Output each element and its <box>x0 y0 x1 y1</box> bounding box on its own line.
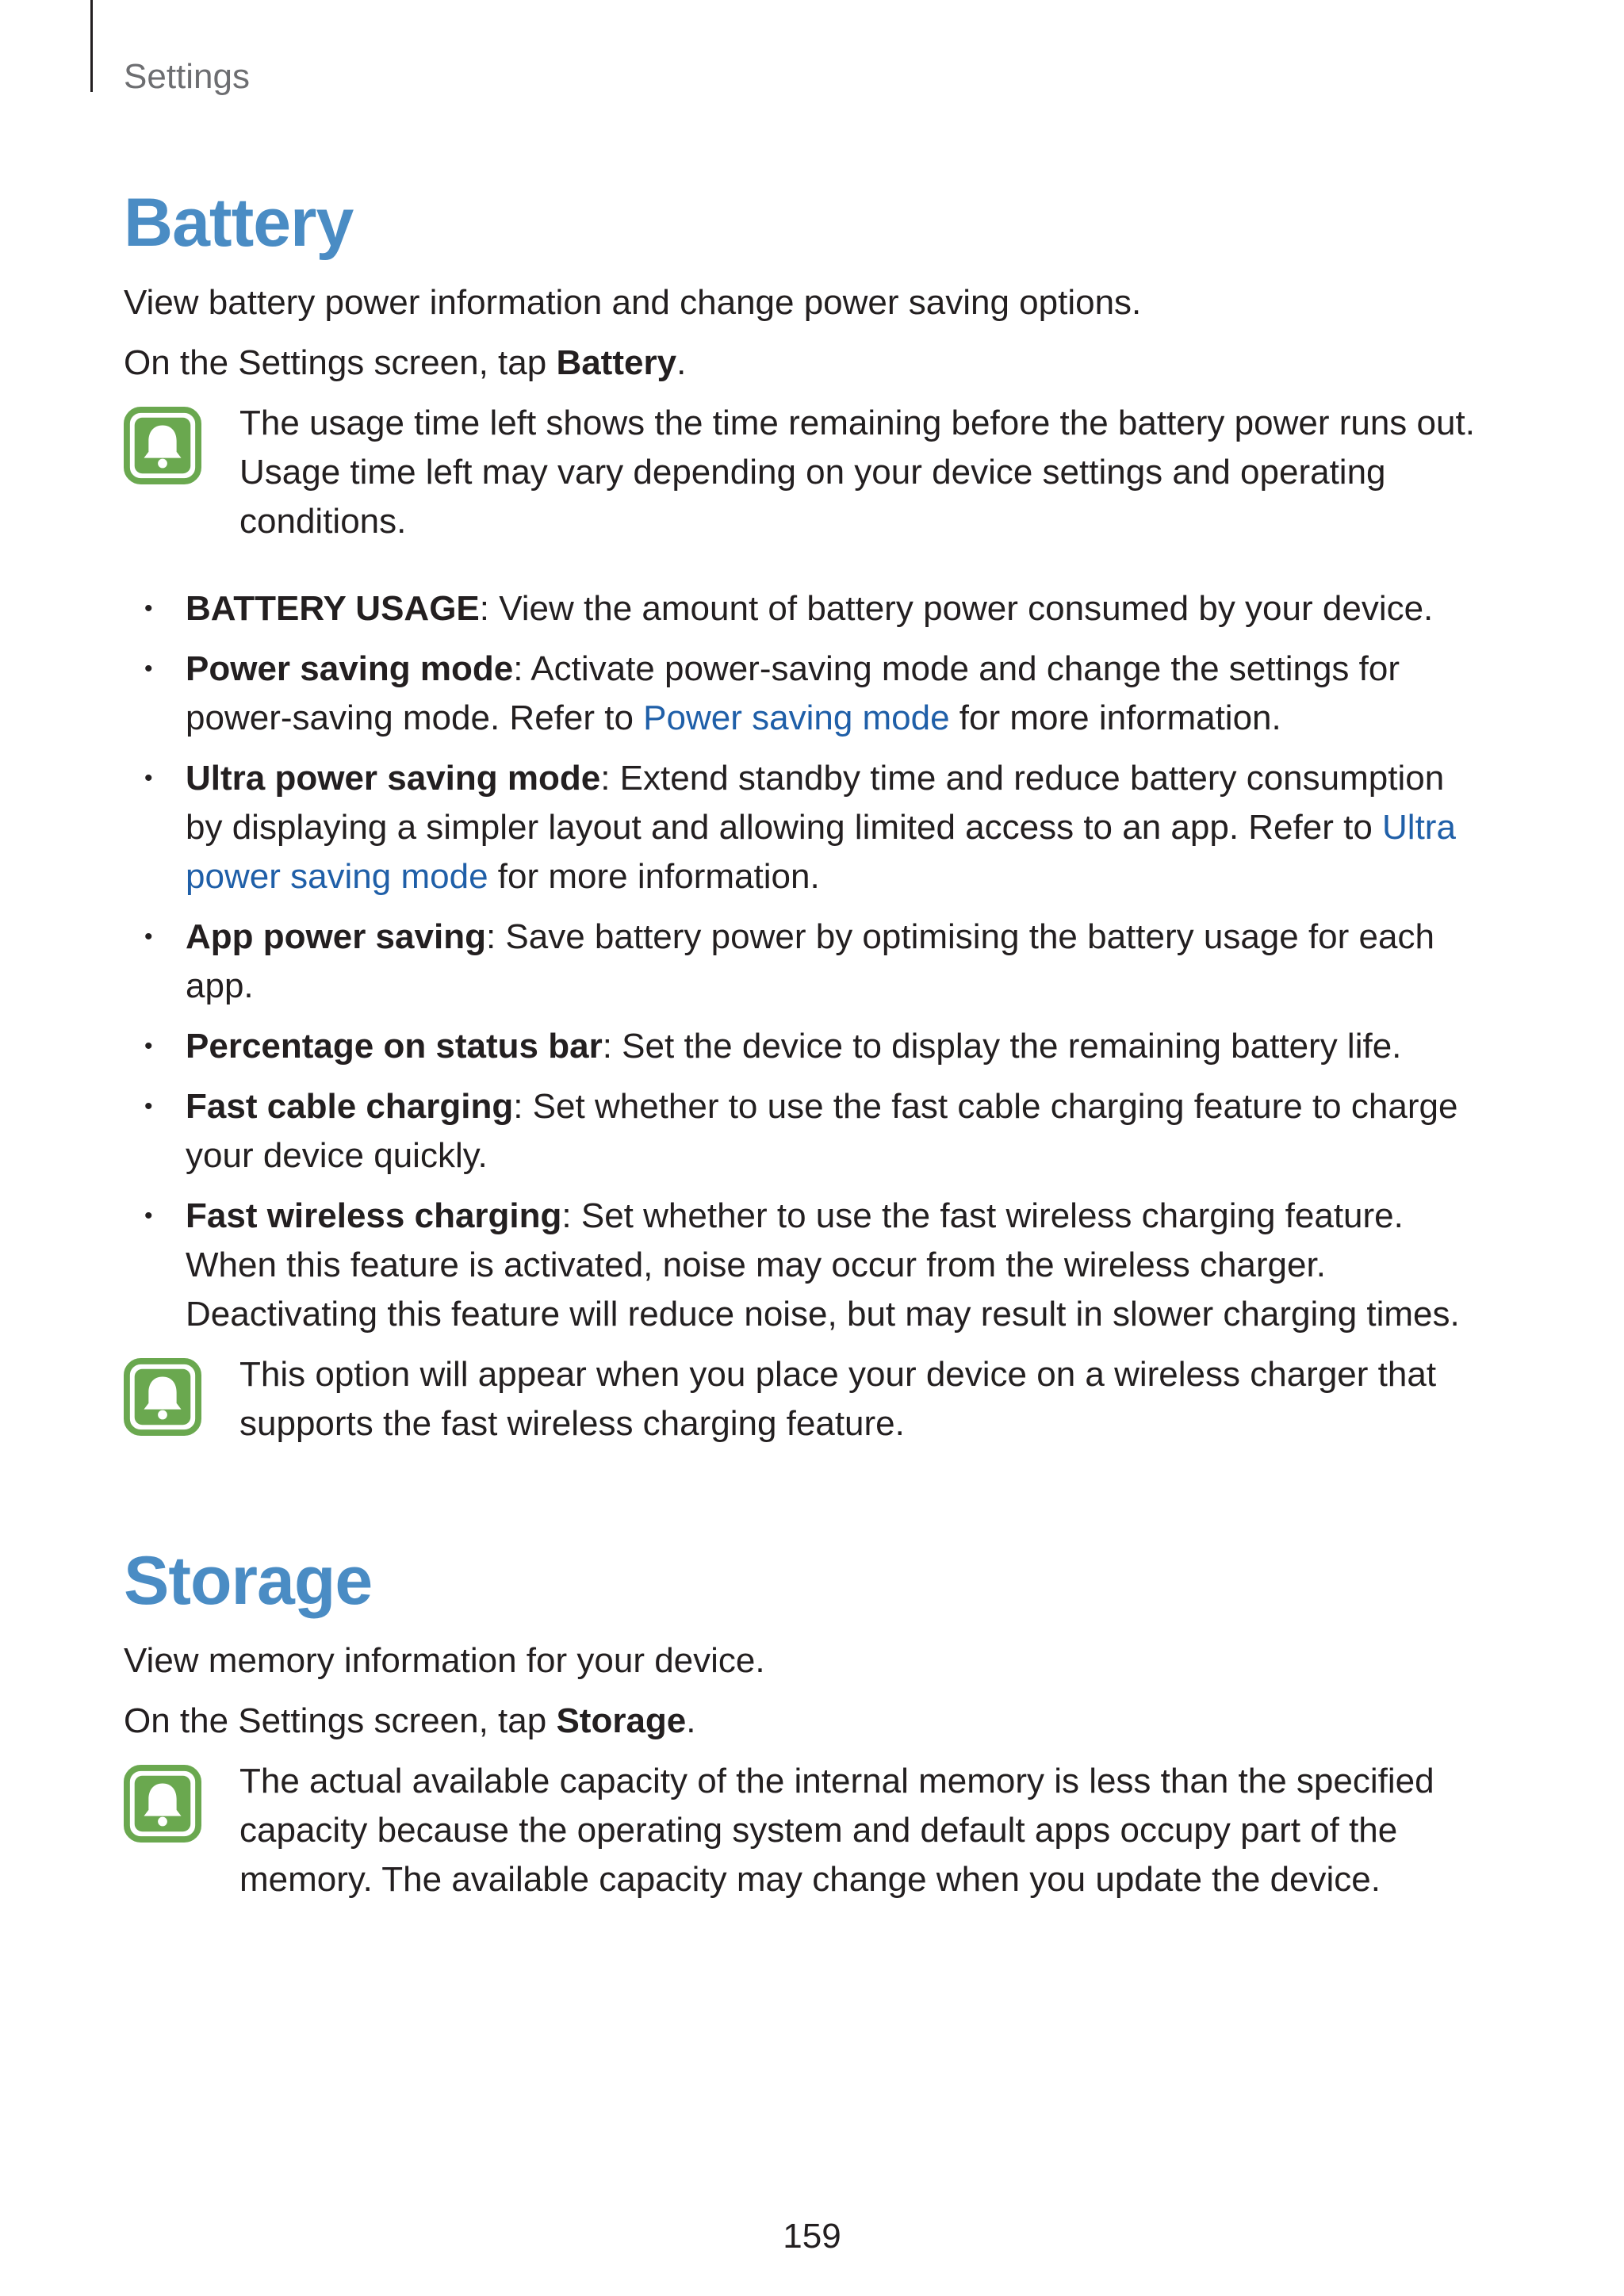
tap-target-storage: Storage <box>556 1701 687 1741</box>
feature-term: BATTERY USAGE <box>186 589 480 629</box>
tap-prefix: On the Settings screen, tap <box>124 343 557 383</box>
feature-desc: : Activate power-saving mode and change the settings for power-saving mode. Refer to <box>186 649 1400 738</box>
feature-desc: : View the amount of battery power consumed by your device. <box>479 589 1434 629</box>
tap-suffix: . <box>686 1701 696 1741</box>
wireless-note-text: This option will appear when you place your device on a wireless charger that supports the fast wireless charging feature. <box>239 1355 1437 1444</box>
list-item <box>124 645 1488 743</box>
battery-note-text: The usage time left shows the time remaining before the battery power runs out. Usage time left may vary depending on your device settings and operating conditions. <box>239 404 1475 541</box>
feature-term: Fast cable charging <box>186 1087 514 1127</box>
feature-desc: : Set whether to use the fast wireless charging feature. When this feature is activated, noise may occur from the wireless charger. Deactivating this feature will reduce noise, but may result in slower charging times. <box>186 1196 1460 1334</box>
feature-term: Percentage on status bar <box>186 1027 603 1066</box>
feature-desc-after: for more information. <box>949 698 1281 738</box>
bell-icon <box>124 1765 201 1843</box>
feature-term: App power saving <box>186 917 486 957</box>
page-edge-line <box>90 0 93 92</box>
list-item <box>124 913 1488 1011</box>
feature-term: Ultra power saving mode <box>186 759 601 798</box>
tap-suffix: . <box>676 343 687 383</box>
wireless-note <box>124 1350 1488 1448</box>
feature-desc: : Extend standby time and reduce battery consumption by displaying a simpler layout and allowing limited access to an app. Refer to <box>186 759 1445 848</box>
running-header: Settings <box>124 57 250 96</box>
list-item <box>124 1192 1488 1339</box>
storage-note-text: The actual available capacity of the internal memory is less than the specified capacity because the operating system and default apps occupy part of the memory. The available capacity may change when you update the device. <box>239 1762 1434 1900</box>
battery-heading: Battery <box>124 185 354 261</box>
list-item <box>124 584 1488 633</box>
battery-feature-list <box>124 584 1488 1339</box>
bell-icon <box>124 1358 201 1436</box>
battery-tap-instruction <box>124 339 1488 388</box>
feature-desc: : Save battery power by optimising the battery usage for each app. <box>186 917 1434 1006</box>
storage-note <box>124 1757 1488 1904</box>
battery-note <box>124 399 1488 546</box>
feature-desc: : Set whether to use the fast cable charging feature to charge your device quickly. <box>186 1087 1458 1176</box>
list-item <box>124 1022 1488 1071</box>
feature-term: Fast wireless charging <box>186 1196 562 1236</box>
feature-term: Power saving mode <box>186 649 514 689</box>
feature-desc: : Set the device to display the remaining battery life. <box>602 1027 1402 1066</box>
feature-desc-after: for more information. <box>488 857 820 897</box>
battery-intro: View battery power information and change power saving options. <box>124 283 1142 323</box>
link-power-saving-mode[interactable]: Power saving mode <box>643 698 950 738</box>
storage-heading: Storage <box>124 1543 373 1620</box>
storage-tap-instruction <box>124 1697 1488 1746</box>
tap-target-battery: Battery <box>556 343 677 383</box>
link-ultra-power-saving-mode[interactable]: Ultra power saving mode <box>186 808 1456 897</box>
bell-icon <box>124 407 201 484</box>
storage-intro: View memory information for your device. <box>124 1641 765 1681</box>
list-item <box>124 1082 1488 1181</box>
tap-prefix: On the Settings screen, tap <box>124 1701 557 1741</box>
list-item <box>124 754 1488 901</box>
page-number: 159 <box>783 2217 841 2256</box>
page-content <box>124 182 1488 1904</box>
